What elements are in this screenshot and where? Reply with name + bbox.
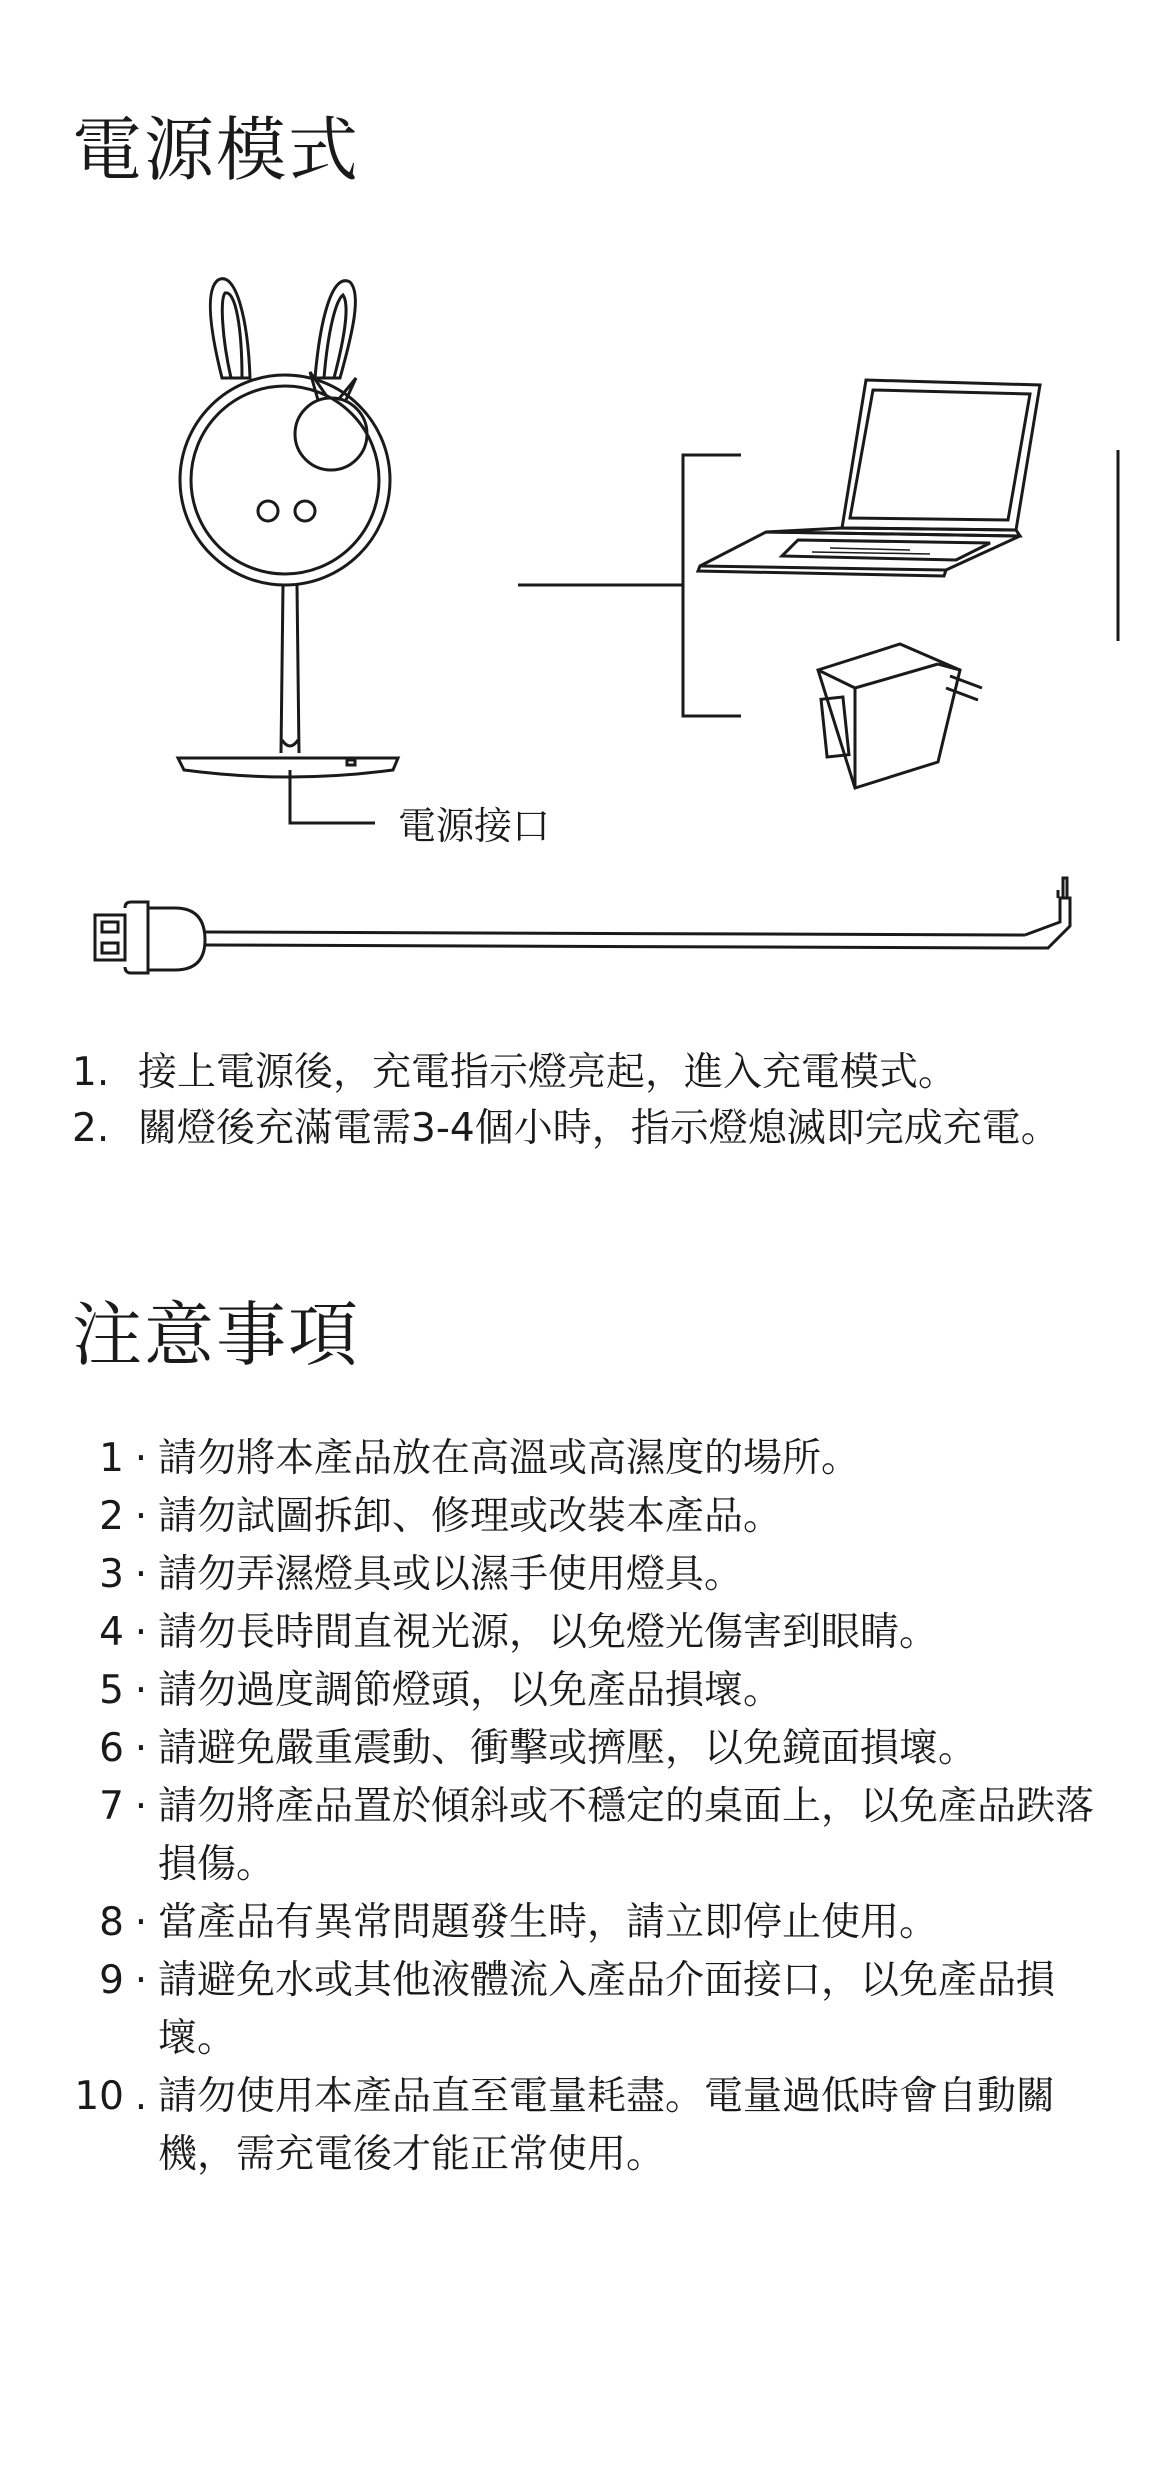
note-number: 1 (99, 1436, 124, 1481)
note-item: 7 · 請勿將產品置於傾斜或不穩定的桌面上，以免產品跌落損傷。 (72, 1778, 1132, 1894)
step-number: 2. (72, 1106, 110, 1151)
note-item: 9 · 請避免水或其他液體流入產品介面接口，以免產品損壞。 (72, 1952, 1132, 2068)
note-number: 8 (99, 1900, 124, 1945)
connector-bracket (683, 455, 741, 716)
power-diagram (0, 240, 1170, 980)
note-item: 5 · 請勿過度調節燈頭，以免產品損壞。 (72, 1662, 1132, 1720)
step-number: 1. (72, 1050, 110, 1095)
usb-charger-illustration (818, 644, 982, 788)
note-number: 10 (74, 2074, 124, 2119)
note-item: 3 · 請勿弄濕燈具或以濕手使用燈具。 (72, 1546, 1132, 1604)
note-item: 1 · 請勿將本產品放在高溫或高濕度的場所。 (72, 1430, 1132, 1488)
laptop-illustration (698, 380, 1040, 576)
note-number: 2 (99, 1494, 124, 1539)
usb-cable-illustration (95, 878, 1070, 973)
note-text: 請勿長時間直視光源，以免燈光傷害到眼睛。 (158, 1610, 939, 1655)
note-item: 6 · 請避免嚴重震動、衝擊或擠壓，以免鏡面損壞。 (72, 1720, 1132, 1778)
note-number: 4 (99, 1610, 124, 1655)
note-text: 請勿過度調節燈頭，以免產品損壞。 (158, 1668, 783, 1713)
charging-steps (72, 1045, 1060, 1157)
note-text: 請避免嚴重震動、衝擊或擠壓，以免鏡面損壞。 (158, 1726, 978, 1771)
note-number: 5 (99, 1668, 124, 1713)
note-text: 請勿試圖拆卸、修理或改裝本產品。 (158, 1494, 783, 1539)
precautions-list (72, 1430, 1132, 2184)
power-mode-title: 電源模式 (72, 109, 360, 191)
note-item: 4 · 請勿長時間直視光源，以免燈光傷害到眼睛。 (72, 1604, 1132, 1662)
note-text: 請避免水或其他液體流入產品介面接口，以免產品損壞。 (158, 1958, 1056, 2061)
note-item: 8 · 當產品有異常問題發生時，請立即停止使用。 (72, 1894, 1132, 1952)
precautions-title: 注意事項 (72, 1294, 360, 1376)
note-number: 7 (99, 1784, 124, 1829)
step-text: 關燈後充滿電需3-4個小時，指示燈熄滅即完成充電。 (138, 1106, 1060, 1151)
note-number: 9 (99, 1958, 124, 2003)
note-number: 3 (99, 1552, 124, 1597)
bunny-lamp-illustration (178, 279, 398, 777)
note-text: 請勿將本產品放在高溫或高濕度的場所。 (158, 1436, 861, 1481)
note-item: 10 . 請勿使用本產品直至電量耗盡。電量過低時會自動關機，需充電後才能正常使用。 (72, 2068, 1132, 2184)
step-text: 接上電源後，充電指示燈亮起，進入充電模式。 (138, 1050, 958, 1095)
step-item (72, 1101, 1060, 1157)
step-item (72, 1045, 1060, 1101)
note-item: 2 · 請勿試圖拆卸、修理或改裝本產品。 (72, 1488, 1132, 1546)
note-text: 請勿弄濕燈具或以濕手使用燈具。 (158, 1552, 744, 1597)
power-port-label: 電源接口 (398, 804, 551, 848)
note-number: 6 (99, 1726, 124, 1771)
note-text: 請勿使用本產品直至電量耗盡。電量過低時會自動關機，需充電後才能正常使用。 (158, 2074, 1056, 2177)
note-text: 當產品有異常問題發生時，請立即停止使用。 (158, 1900, 939, 1945)
note-text: 請勿將產品置於傾斜或不穩定的桌面上，以免產品跌落損傷。 (158, 1784, 1095, 1887)
